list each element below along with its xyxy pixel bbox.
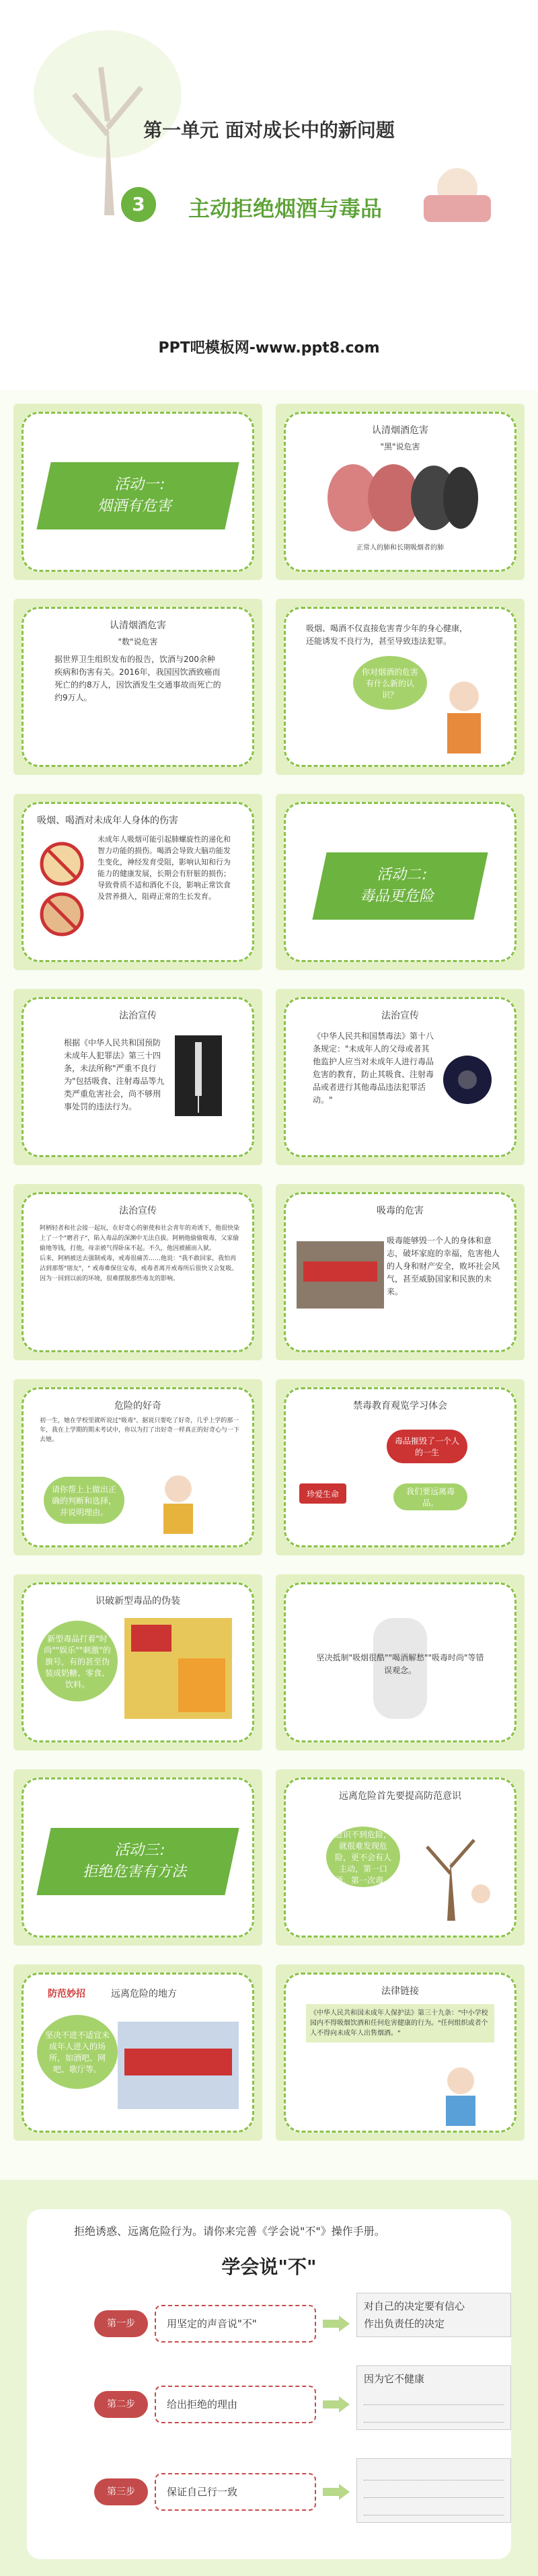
final-card xyxy=(27,2209,511,2559)
disguised-drugs-image xyxy=(124,1618,232,1719)
reflection-bubble-1: 毒品摧毁了一个人的一生 xyxy=(387,1430,467,1463)
note-blank[interactable] xyxy=(364,2405,504,2423)
final-heading: 学会说"不" xyxy=(221,2256,317,2278)
drug-image xyxy=(440,1053,494,1107)
rally-photo xyxy=(297,1241,384,1309)
slide-subheading: "黑"说危害 xyxy=(380,442,420,451)
note-item: 作出负责任的决定 xyxy=(364,2318,445,2330)
slide-drug-harm[interactable] xyxy=(276,1184,525,1360)
info-bubble: 新型毒品打着"时尚""娱乐""刺激"的旗号，有的甚至伪装成奶糖、零食、饮料。 xyxy=(37,1621,118,1701)
reflection-bubble-2: 我们要远离毒品。 xyxy=(393,1483,467,1510)
info-bubble: 坚决不进不适宜未成年人进入的场所，如酒吧、网吧、歌厅等。 xyxy=(37,2015,118,2089)
step-2-text: 给出拒绝的理由 xyxy=(155,2386,316,2423)
lungs-image xyxy=(319,461,481,535)
slide-text: 吸毒能够毁一个人的身体和意志，破坏家庭的幸福，危害他人的人身和财产安全，败坏社会风气，甚至威胁国家和民族的未来。 xyxy=(387,1236,500,1296)
slide-text: 初一生，她在学校里就听说过"吸毒"。据说只要吃了好奇，几乎上学的那一年，我在上学期的期末考试中，你以为打了出好奇一样真正的好奇心与一下去她。 xyxy=(40,1418,240,1443)
slide-heading: 远离危险的地方 xyxy=(111,1989,177,1999)
slide-learn-to-say-no[interactable] xyxy=(0,2180,538,2576)
slide-law-3[interactable] xyxy=(13,1184,262,1360)
slide-alcohol-harm-numbers[interactable] xyxy=(13,599,262,775)
site-url: PPT吧模板网-www.ppt8.com xyxy=(158,340,380,357)
girl-illustration xyxy=(434,676,494,764)
step-2-notes[interactable] xyxy=(356,2365,511,2430)
slide-heading: 法治宣传 xyxy=(119,1010,157,1021)
slide-activity-2[interactable] xyxy=(276,794,525,970)
step-2-label: 第二步 xyxy=(94,2391,148,2418)
slide-heading: 认清烟酒危害 xyxy=(110,620,166,631)
slide-awareness[interactable] xyxy=(276,1769,525,1946)
slide-text: 坚决抵制"吸烟很酷""喝酒解愁""吸毒时尚"等错误观念。 xyxy=(316,1653,484,1675)
slide-harm-to-minors[interactable] xyxy=(13,794,262,970)
slide-legal-link[interactable] xyxy=(276,1964,525,2141)
lungs-caption: 正常人的肺和长期吸烟者的肺 xyxy=(356,544,444,552)
note-blank[interactable] xyxy=(364,2480,504,2498)
slide-subheading: "数"说危害 xyxy=(118,637,158,647)
slide-heading: 吸烟、喝酒对未成年人身体的伤害 xyxy=(37,815,178,826)
tree-kid-illustration xyxy=(407,1820,494,1921)
step-3-notes[interactable] xyxy=(356,2458,511,2523)
slide-text: 据世界卫生组织发布的报告，饮酒与200余种疾病和伤害有关。2016年，我国因饮酒致癌而死亡的约8万人，因饮酒发生交通事故而死亡的约9万人。 xyxy=(54,655,221,702)
lesson-title: 主动拒绝烟酒与毒品 xyxy=(188,196,383,221)
step-3-text: 保证自己行一致 xyxy=(155,2473,316,2511)
lesson-number: 3 xyxy=(121,187,156,222)
info-bubble: 意识不到危险，就很难发现危险，更不会有人主动，第一口酒，第一次毒。 xyxy=(326,1827,400,1887)
question-bubble: 你对烟酒的危害有什么新的认识？ xyxy=(353,656,427,710)
note-item: 对自己的决定要有信心 xyxy=(364,2300,465,2312)
slide-reject-myths[interactable] xyxy=(276,1574,525,1751)
step-1-label: 第一步 xyxy=(94,2310,148,2337)
slide-text: 《中华人民共和国未成年人保护法》第三十九条："中小学校园内不得吸烟饮酒和任何危害健康的行为。"任何组织或者个人不得向未成年人出售烟酒。" xyxy=(306,2004,494,2043)
no-smoking-icon xyxy=(38,840,85,941)
arrow-icon xyxy=(323,2316,350,2332)
note-item: 因为它不健康 xyxy=(364,2373,425,2385)
slide-heading: 法律链接 xyxy=(381,1986,419,1997)
slide-heading: 法治宣传 xyxy=(381,1010,419,1021)
activity-title: 活动三: 拒绝危害有方法 xyxy=(36,1828,239,1895)
slide-heading: 禁毒教育观览学习体会 xyxy=(353,1401,447,1411)
arrow-icon xyxy=(323,2484,350,2500)
note-blank[interactable] xyxy=(364,2463,504,2480)
note-blank[interactable] xyxy=(364,2388,504,2405)
slide-law-2[interactable] xyxy=(276,989,525,1165)
cover-slide xyxy=(0,0,538,390)
step-3-label: 第三步 xyxy=(94,2478,148,2505)
kid-illustration xyxy=(377,155,511,249)
boy-illustration xyxy=(151,1470,205,1537)
slide-text: 吸烟、喝酒不仅直接危害青少年的身心健康，还能诱发不良行为，甚至导致违法犯罪。 xyxy=(306,624,468,646)
slide-discussion[interactable] xyxy=(276,599,525,775)
slide-law-1[interactable] xyxy=(13,989,262,1165)
slide-tobacco-harm-black[interactable] xyxy=(276,404,525,580)
slide-exhibition-reflection[interactable] xyxy=(276,1379,525,1555)
students-photo xyxy=(118,2022,239,2109)
tips-tag: 防范妙招 xyxy=(48,1989,85,1999)
slide-heading: 吸毒的危害 xyxy=(377,1206,424,1216)
slide-heading: 远离危险首先要提高防范意识 xyxy=(339,1791,461,1802)
intro-text: 拒绝诱惑、远离危险行为。请你来完善《学会说"不"》操作手册。 xyxy=(74,2225,385,2238)
slide-dangerous-curiosity[interactable] xyxy=(13,1379,262,1555)
slide-new-drugs[interactable] xyxy=(13,1574,262,1751)
slide-avoid-places[interactable] xyxy=(13,1964,262,2141)
slide-text: 阿柄轻者和社会接一起玩，在好奇心的驱使和社会青年的劝诱下，他很快染上了一个"磨君子"，陷入毒品的深渊中无法自拔。阿柄他偷偷吸毒，父家偷偷地等钱，打他，母亲被气得卧床不起。不久，他因被捕而入狱。 后来，阿柄被送去强制戒毒，戒毒很痛苦……他说："我不敢回家，我怕再沾到那帮"朋友"，" 戒毒难保住安毒，戒毒者离开戒毒所后很快又会复吸。因为一回到以前的环境，很难摆脱那些毒友的影响。 xyxy=(40,1225,240,1282)
activity-title: 活动一: 烟酒有危害 xyxy=(36,462,239,529)
cherish-life-tag: 珍爱生命 xyxy=(299,1483,346,1504)
slide-text: 根据《中华人民共和国预防未成年人犯罪法》第三十四条，未法所称"严重不良行为"包括吸食、注射毒品等九类严重危害社会，尚不够刑事处罚的违法行为。 xyxy=(64,1038,165,1111)
kid-illustration xyxy=(434,2062,488,2129)
step-1-notes[interactable] xyxy=(356,2293,511,2337)
note-blank[interactable] xyxy=(364,2498,504,2515)
slide-grid xyxy=(0,390,538,2180)
activity-title: 活动二: 毒品更危险 xyxy=(312,852,488,920)
arrow-icon xyxy=(323,2396,350,2413)
slide-heading: 识破新型毒品的伪装 xyxy=(95,1596,180,1607)
step-1-text: 用坚定的声音说"不" xyxy=(155,2305,316,2343)
slide-activity-3[interactable] xyxy=(13,1769,262,1946)
slide-text: 《中华人民共和国禁毒法》第十八条规定："未成年人的父母或者其他监护人应当对未成年人进行毒品危害的教育，防止其吸食、注射毒品或者进行其他毒品违法犯罪活动。" xyxy=(313,1031,434,1105)
unit-title: 第一单元 面对成长中的新问题 xyxy=(143,119,395,141)
slide-heading: 认清烟酒危害 xyxy=(372,425,428,436)
syringe-image xyxy=(175,1035,222,1116)
question-bubble: 请你帮上上做出正确的判断和选择，并说明理由。 xyxy=(44,1477,124,1524)
slide-text: 未成年人吸烟可能引起肺螺旋性的递化和智力功能的损伤。喝酒会导致大脑功能发生变化，神经发育受阻，影响认知和行为能力的健康发展，长期会有肝脏的损伤；导致骨质不适和酒化不良，影响正常饮食及营养摄入，阻碍正常的生长发育。 xyxy=(98,835,231,901)
slide-activity-1[interactable] xyxy=(13,404,262,580)
slide-heading: 法治宣传 xyxy=(119,1206,157,1216)
slide-heading: 危险的好奇 xyxy=(114,1401,161,1411)
